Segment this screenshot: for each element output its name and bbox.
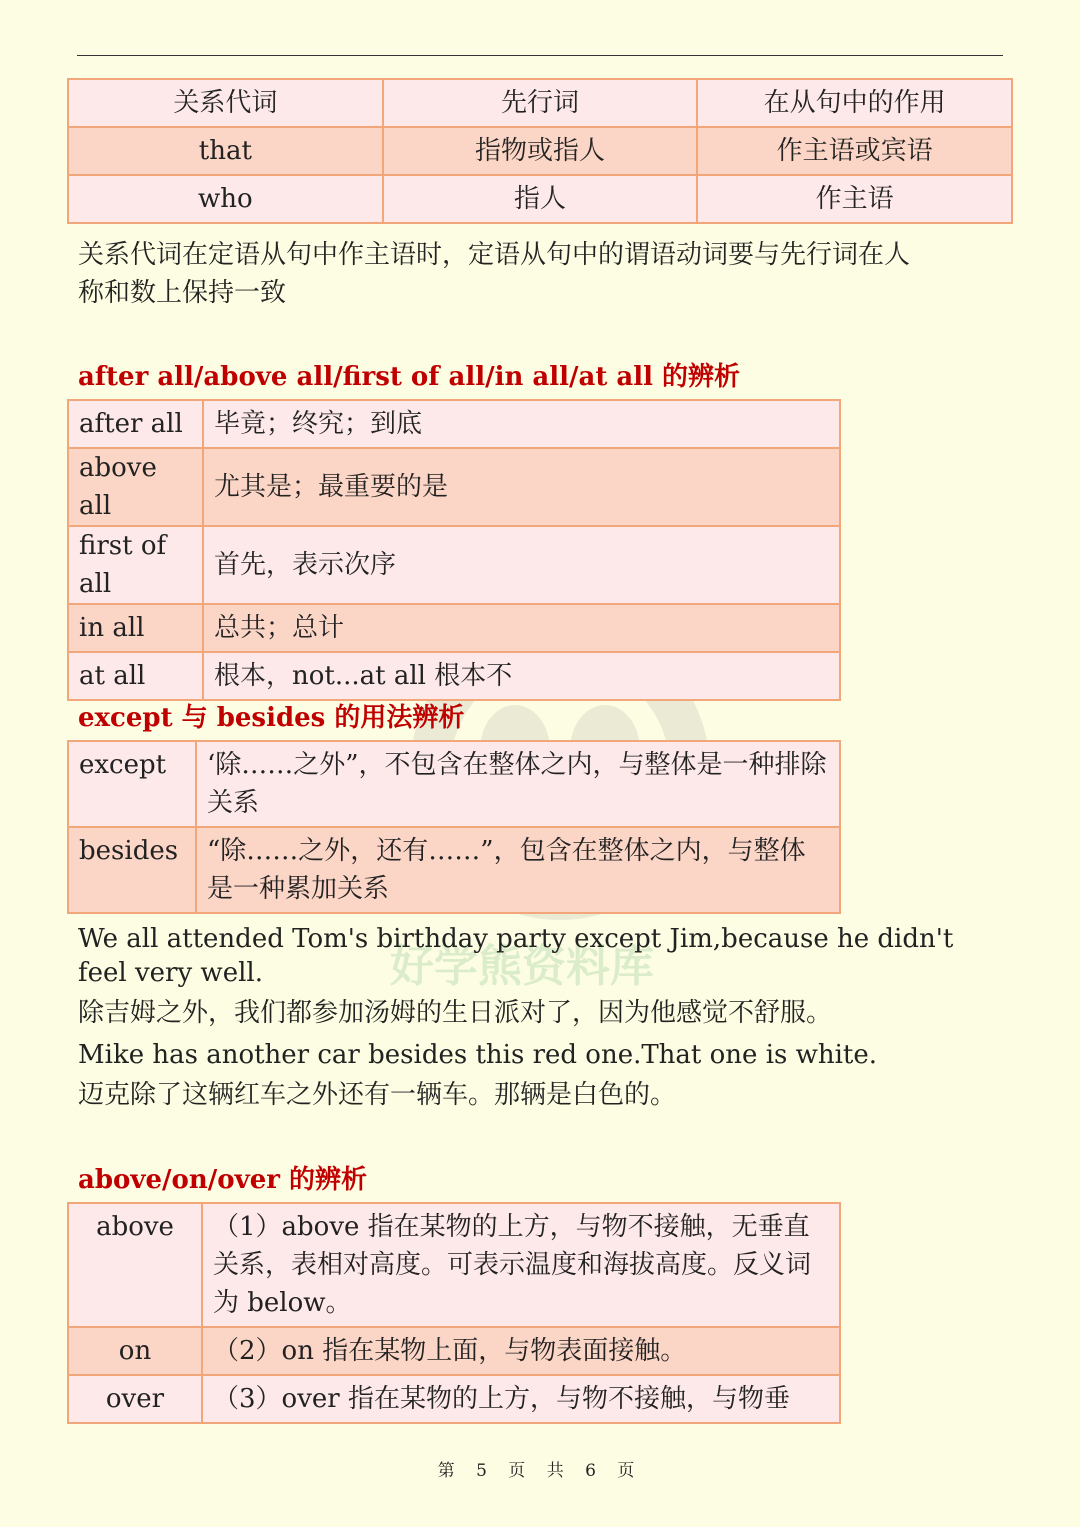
term-cell: besides [68,827,196,913]
section-heading-after-all: after all/above all/first of all/in all/at all 的辨析 [78,362,741,392]
table-row [68,400,840,448]
meaning-cell: ‘除……之外”，不包含在整体之内，与整体是一种排除关系 [196,741,840,827]
table-header-row [68,79,1012,127]
after-all-table [67,399,841,701]
term-cell: above [68,1203,202,1327]
term-cell: in all [68,604,203,652]
above-on-over-table [67,1202,841,1424]
page-footer: 第 5 页 共 6 页 [437,1461,643,1481]
note-line: 关系代词在定语从句中作主语时，定语从句中的谓语动词要与先行词在人 [78,240,911,270]
table-cell: 作主语 [697,175,1012,223]
watermark-text: 好学熊资料库 [390,941,654,992]
table-row [68,1327,840,1375]
table-row [68,604,840,652]
term-cell: over [68,1375,202,1423]
table-row [68,448,840,526]
top-rule [77,55,1003,56]
table-row [68,652,840,700]
table-cell: 指物或指人 [383,127,698,175]
term-cell: first of all [68,526,203,604]
section-heading-except-besides: except 与 besides 的用法辨析 [78,703,465,733]
table-cell: 指人 [383,175,698,223]
table-row [68,827,840,913]
table-header-cell: 关系代词 [68,79,383,127]
example-sentence: We all attended Tom's birthday party except Jim,because he didn't feel very well. [78,924,954,988]
section-heading-above-on-over: above/on/over 的辨析 [78,1165,367,1195]
table-row [68,1203,840,1327]
meaning-cell: （1）above 指在某物的上方，与物不接触，无垂直关系，表相对高度。可表示温度和海拔高度。反义词为 below。 [202,1203,840,1327]
meaning-cell: “除……之外，还有……”，包含在整体之内，与整体是一种累加关系 [196,827,840,913]
term-cell: except [68,741,196,827]
meaning-cell: 根本，not...at all 根本不 [203,652,840,700]
meaning-cell: （2）on 指在某物上面，与物表面接触。 [202,1327,840,1375]
term-cell: on [68,1327,202,1375]
note-line: 称和数上保持一致 [78,278,287,308]
term-cell: after all [68,400,203,448]
table-row [68,1375,840,1423]
table-header-cell: 先行词 [383,79,698,127]
meaning-cell: 毕竟；终究；到底 [203,400,840,448]
except-besides-table [67,740,841,914]
term-cell: above all [68,448,203,526]
table-row [68,175,1012,223]
agreement-note [78,236,910,312]
relative-pronoun-table [67,78,1013,224]
meaning-cell: 尤其是；最重要的是 [203,448,840,526]
term-cell: at all [68,652,203,700]
table-cell: that [68,127,383,175]
meaning-cell: （3）over 指在某物的上方，与物不接触，与物垂 [202,1375,840,1423]
example-translation: 迈克除了这辆红车之外还有一辆车。那辆是白色的。 [78,1080,677,1110]
example-block [78,922,978,1114]
table-row [68,526,840,604]
meaning-cell: 首先，表示次序 [203,526,840,604]
table-cell: who [68,175,383,223]
table-row [68,127,1012,175]
example-translation: 除吉姆之外，我们都参加汤姆的生日派对了，因为他感觉不舒服。 [78,998,833,1028]
table-row [68,741,840,827]
table-header-cell: 在从句中的作用 [697,79,1012,127]
meaning-cell: 总共；总计 [203,604,840,652]
table-cell: 作主语或宾语 [697,127,1012,175]
example-sentence: Mike has another car besides this red one.That one is white. [78,1040,878,1070]
